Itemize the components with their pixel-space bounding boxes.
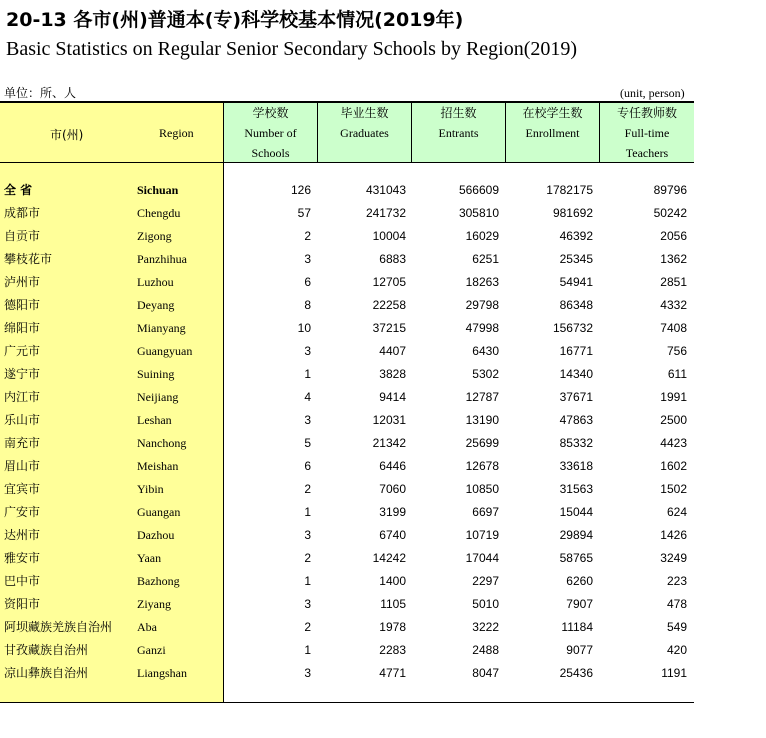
region-name-zh: 遂宁市 xyxy=(4,367,41,381)
header-teachers xyxy=(600,103,694,162)
schools-cell: 57 xyxy=(297,206,311,220)
table-row xyxy=(0,225,694,248)
entrants-cell: 566609 xyxy=(458,183,499,197)
region-name-zh: 泸州市 xyxy=(4,275,41,289)
enrollment-cell: 14340 xyxy=(559,367,593,381)
entrants-cell: 16029 xyxy=(465,229,499,243)
enrollment-cell: 981692 xyxy=(552,206,593,220)
graduates-cell: 2283 xyxy=(379,643,406,657)
enrollment-cell: 47863 xyxy=(559,413,593,427)
table-row xyxy=(0,271,694,294)
region-name-en: Ganzi xyxy=(137,643,166,657)
graduates-cell: 22258 xyxy=(372,298,406,312)
region-name-zh: 资阳市 xyxy=(4,597,41,611)
enrollment-cell: 54941 xyxy=(559,275,593,289)
schools-cell: 1 xyxy=(304,505,311,519)
region-name-zh: 巴中市 xyxy=(4,574,41,588)
table-row xyxy=(0,317,694,340)
table-row xyxy=(0,202,694,225)
teachers-cell: 1362 xyxy=(660,252,687,266)
header-schools-en1: Number of xyxy=(244,126,297,140)
table-row xyxy=(0,593,694,616)
table-row xyxy=(0,570,694,593)
entrants-cell: 2297 xyxy=(472,574,499,588)
graduates-cell: 241732 xyxy=(365,206,406,220)
region-name-zh: 眉山市 xyxy=(4,459,41,473)
entrants-cell: 13190 xyxy=(465,413,499,427)
enrollment-cell: 25436 xyxy=(559,666,593,680)
graduates-cell: 10004 xyxy=(372,229,406,243)
region-name-zh: 甘孜藏族自治州 xyxy=(4,643,89,657)
schools-cell: 1 xyxy=(304,367,311,381)
region-name-en: Suining xyxy=(137,367,175,381)
region-name-en: Aba xyxy=(137,620,157,634)
region-name-zh: 达州市 xyxy=(4,528,41,542)
region-name-en: Ziyang xyxy=(137,597,171,611)
unit-label-zh: 单位：所、人 xyxy=(4,86,77,100)
teachers-cell: 478 xyxy=(666,597,687,611)
enrollment-cell: 25345 xyxy=(559,252,593,266)
region-name-en: Yibin xyxy=(137,482,164,496)
entrants-cell: 2488 xyxy=(472,643,499,657)
teachers-cell: 4332 xyxy=(660,298,687,312)
graduates-cell: 6740 xyxy=(379,528,406,542)
graduates-cell: 4771 xyxy=(379,666,406,680)
header-schools-en2: Schools xyxy=(251,146,290,160)
entrants-cell: 10850 xyxy=(465,482,499,496)
teachers-cell: 7408 xyxy=(660,321,687,335)
entrants-cell: 47998 xyxy=(465,321,499,335)
unit-label-en: (unit, person) xyxy=(620,86,685,100)
table-row xyxy=(0,478,694,501)
teachers-cell: 89796 xyxy=(653,183,687,197)
teachers-cell: 1426 xyxy=(660,528,687,542)
region-name-zh: 内江市 xyxy=(4,390,41,404)
enrollment-cell: 6260 xyxy=(566,574,593,588)
region-name-zh: 绵阳市 xyxy=(4,321,41,335)
entrants-cell: 25699 xyxy=(465,436,499,450)
schools-cell: 3 xyxy=(304,344,311,358)
schools-cell: 2 xyxy=(304,229,311,243)
schools-cell: 126 xyxy=(290,183,311,197)
teachers-cell: 420 xyxy=(666,643,687,657)
entrants-cell: 305810 xyxy=(458,206,499,220)
enrollment-cell: 33618 xyxy=(559,459,593,473)
header-bottom-rule xyxy=(0,162,694,163)
header-teachers-zh: 专任教师数 xyxy=(616,106,677,120)
region-name-zh: 广安市 xyxy=(4,505,41,519)
header-teachers-en1: Full-time xyxy=(624,126,670,140)
region-name-zh: 乐山市 xyxy=(4,413,41,427)
schools-cell: 8 xyxy=(304,298,311,312)
region-name-zh: 广元市 xyxy=(4,344,41,358)
graduates-cell: 37215 xyxy=(372,321,406,335)
header-region-en: Region xyxy=(159,126,194,140)
schools-cell: 3 xyxy=(304,597,311,611)
entrants-cell: 8047 xyxy=(472,666,499,680)
region-name-en: Neijiang xyxy=(137,390,179,404)
schools-cell: 10 xyxy=(297,321,311,335)
header-schools-zh: 学校数 xyxy=(252,106,289,120)
enrollment-cell: 31563 xyxy=(559,482,593,496)
teachers-cell: 2500 xyxy=(660,413,687,427)
region-name-zh: 自贡市 xyxy=(4,229,41,243)
header-graduates-zh: 毕业生数 xyxy=(340,106,389,120)
graduates-cell: 14242 xyxy=(372,551,406,565)
region-name-en: Zigong xyxy=(137,229,172,243)
header-enrollment-zh: 在校学生数 xyxy=(522,106,583,120)
teachers-cell: 223 xyxy=(666,574,687,588)
region-name-en: Liangshan xyxy=(137,666,187,680)
enrollment-cell: 37671 xyxy=(559,390,593,404)
enrollment-cell: 11184 xyxy=(561,620,593,634)
region-name-en: Sichuan xyxy=(137,183,179,197)
table-row xyxy=(0,662,694,685)
header-entrants-zh: 招生数 xyxy=(440,106,477,120)
enrollment-cell: 1782175 xyxy=(546,183,593,197)
entrants-cell: 18263 xyxy=(465,275,499,289)
graduates-cell: 3199 xyxy=(379,505,406,519)
enrollment-cell: 9077 xyxy=(566,643,593,657)
region-name-en: Luzhou xyxy=(137,275,174,289)
entrants-cell: 5010 xyxy=(472,597,499,611)
entrants-cell: 29798 xyxy=(465,298,499,312)
graduates-cell: 6446 xyxy=(379,459,406,473)
enrollment-cell: 29894 xyxy=(559,528,593,542)
schools-cell: 1 xyxy=(304,643,311,657)
header-enrollment xyxy=(506,103,599,162)
teachers-cell: 1502 xyxy=(660,482,687,496)
entrants-cell: 12787 xyxy=(465,390,499,404)
teachers-cell: 2851 xyxy=(660,275,687,289)
table-row xyxy=(0,248,694,271)
teachers-cell: 4423 xyxy=(660,436,687,450)
enrollment-cell: 58765 xyxy=(559,551,593,565)
table-row xyxy=(0,340,694,363)
teachers-cell: 1191 xyxy=(661,666,687,680)
table-row xyxy=(0,639,694,662)
header-schools xyxy=(224,103,317,162)
schools-cell: 3 xyxy=(304,666,311,680)
enrollment-cell: 85332 xyxy=(559,436,593,450)
graduates-cell: 1105 xyxy=(380,597,406,611)
region-name-en: Mianyang xyxy=(137,321,186,335)
table-row xyxy=(0,386,694,409)
entrants-cell: 5302 xyxy=(472,367,499,381)
schools-cell: 6 xyxy=(304,459,311,473)
teachers-cell: 756 xyxy=(666,344,687,358)
graduates-cell: 9414 xyxy=(379,390,406,404)
schools-cell: 3 xyxy=(304,413,311,427)
region-name-zh: 凉山彝族自治州 xyxy=(4,666,89,680)
graduates-cell: 7060 xyxy=(379,482,406,496)
page-subtitle: Basic Statistics on Regular Senior Secondary Schools by Region(2019) xyxy=(6,38,578,60)
page-title: 20-13 各市(州)普通本(专)科学校基本情况(2019年) xyxy=(6,9,464,31)
graduates-cell: 1978 xyxy=(379,620,406,634)
region-name-zh: 阿坝藏族羌族自治州 xyxy=(4,620,113,634)
region-name-zh: 德阳市 xyxy=(4,298,41,312)
enrollment-cell: 7907 xyxy=(566,597,593,611)
schools-cell: 5 xyxy=(304,436,311,450)
graduates-cell: 6883 xyxy=(379,252,406,266)
header-entrants-en: Entrants xyxy=(438,126,479,140)
header-teachers-en2: Teachers xyxy=(625,146,669,160)
region-name-en: Leshan xyxy=(137,413,172,427)
teachers-cell: 549 xyxy=(666,620,687,634)
table-row xyxy=(0,616,694,639)
region-name-en: Chengdu xyxy=(137,206,181,220)
region-name-zh: 宜宾市 xyxy=(4,482,41,496)
entrants-cell: 17044 xyxy=(465,551,499,565)
graduates-cell: 12705 xyxy=(372,275,406,289)
region-name-en: Bazhong xyxy=(137,574,180,588)
schools-cell: 2 xyxy=(304,620,311,634)
teachers-cell: 50242 xyxy=(653,206,687,220)
table-row xyxy=(0,409,694,432)
table-row xyxy=(0,294,694,317)
enrollment-cell: 156732 xyxy=(552,321,593,335)
region-name-zh: 南充市 xyxy=(4,436,41,450)
graduates-cell: 12031 xyxy=(372,413,406,427)
teachers-cell: 624 xyxy=(666,505,687,519)
table-row xyxy=(0,547,694,570)
header-graduates xyxy=(318,103,411,162)
entrants-cell: 10719 xyxy=(465,528,499,542)
table-row xyxy=(0,179,694,202)
region-name-en: Yaan xyxy=(137,551,162,565)
graduates-cell: 431043 xyxy=(365,183,406,197)
table-row xyxy=(0,432,694,455)
entrants-cell: 6697 xyxy=(472,505,499,519)
entrants-cell: 6430 xyxy=(472,344,499,358)
graduates-cell: 21342 xyxy=(372,436,406,450)
schools-cell: 2 xyxy=(304,551,311,565)
region-name-en: Guangyuan xyxy=(137,344,193,358)
teachers-cell: 1602 xyxy=(660,459,687,473)
enrollment-cell: 15044 xyxy=(559,505,593,519)
teachers-cell: 3249 xyxy=(660,551,687,565)
graduates-cell: 3828 xyxy=(379,367,406,381)
region-name-en: Nanchong xyxy=(137,436,187,450)
graduates-cell: 4407 xyxy=(379,344,406,358)
header-region-zh: 市(州) xyxy=(50,128,84,142)
entrants-cell: 12678 xyxy=(465,459,499,473)
schools-cell: 3 xyxy=(304,252,311,266)
region-name-zh: 全 省 xyxy=(4,183,33,197)
teachers-cell: 1991 xyxy=(660,390,687,404)
graduates-cell: 1400 xyxy=(379,574,406,588)
region-name-zh: 成都市 xyxy=(4,206,41,220)
entrants-cell: 6251 xyxy=(472,252,499,266)
region-name-en: Meishan xyxy=(137,459,179,473)
enrollment-cell: 86348 xyxy=(559,298,593,312)
table-row xyxy=(0,501,694,524)
enrollment-cell: 46392 xyxy=(559,229,593,243)
table-row xyxy=(0,363,694,386)
header-graduates-en: Graduates xyxy=(340,126,389,140)
enrollment-cell: 16771 xyxy=(559,344,593,358)
region-name-en: Deyang xyxy=(137,298,175,312)
region-name-zh: 雅安市 xyxy=(4,551,41,565)
region-name-en: Guangan xyxy=(137,505,181,519)
schools-cell: 2 xyxy=(304,482,311,496)
region-name-zh: 攀枝花市 xyxy=(4,252,53,266)
schools-cell: 1 xyxy=(304,574,311,588)
schools-cell: 3 xyxy=(304,528,311,542)
region-name-en: Panzhihua xyxy=(137,252,187,266)
table-row xyxy=(0,524,694,547)
teachers-cell: 611 xyxy=(667,367,687,381)
header-enrollment-en: Enrollment xyxy=(525,126,580,140)
header-entrants xyxy=(412,103,505,162)
teachers-cell: 2056 xyxy=(660,229,687,243)
table-row xyxy=(0,455,694,478)
schools-cell: 4 xyxy=(304,390,311,404)
entrants-cell: 3222 xyxy=(472,620,499,634)
region-name-en: Dazhou xyxy=(137,528,175,542)
table-bottom-rule xyxy=(0,702,694,703)
schools-cell: 6 xyxy=(304,275,311,289)
